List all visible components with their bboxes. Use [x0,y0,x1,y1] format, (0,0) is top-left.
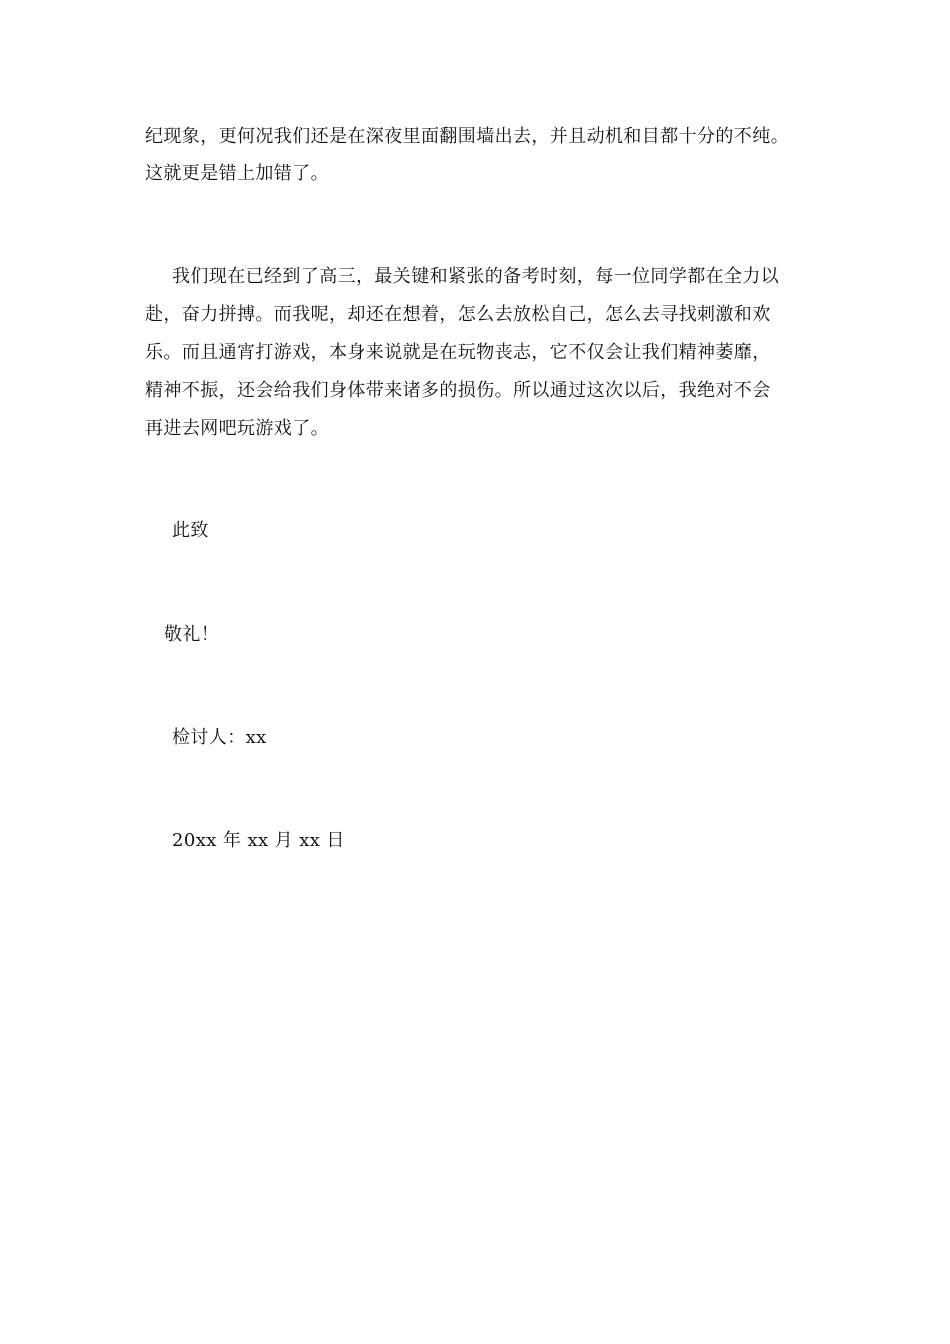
salutation: 此致 [172,520,209,541]
paragraph-1-line-1: 纪现象，更何况我们还是在深夜里面翻围墙出去，并且动机和目都十分的不纯。 [145,126,789,147]
paragraph-2-line-3: 乐。而且通宵打游戏，本身来说就是在玩物丧志，它不仅会让我们精神萎靡， [145,342,771,363]
paragraph-2-line-2: 赴，奋力拼搏。而我呢，却还在想着，怎么去放松自己，怎么去寻找刺激和欢 [145,304,771,325]
paragraph-2-line-5: 再进去网吧玩游戏了。 [145,418,329,439]
paragraph-2-line-1: 我们现在已经到了高三，最关键和紧张的备考时刻，每一位同学都在全力以 [172,266,780,287]
paragraph-1-line-2: 这就更是错上加错了。 [145,163,329,184]
date: 20xx 年 xx 月 xx 日 [172,830,345,851]
signer: 检讨人：xx [172,727,267,748]
paragraph-2-line-4: 精神不振，还会给我们身体带来诸多的损伤。所以通过这次以后，我绝对不会 [145,380,771,401]
regards: 敬礼！ [164,624,220,645]
